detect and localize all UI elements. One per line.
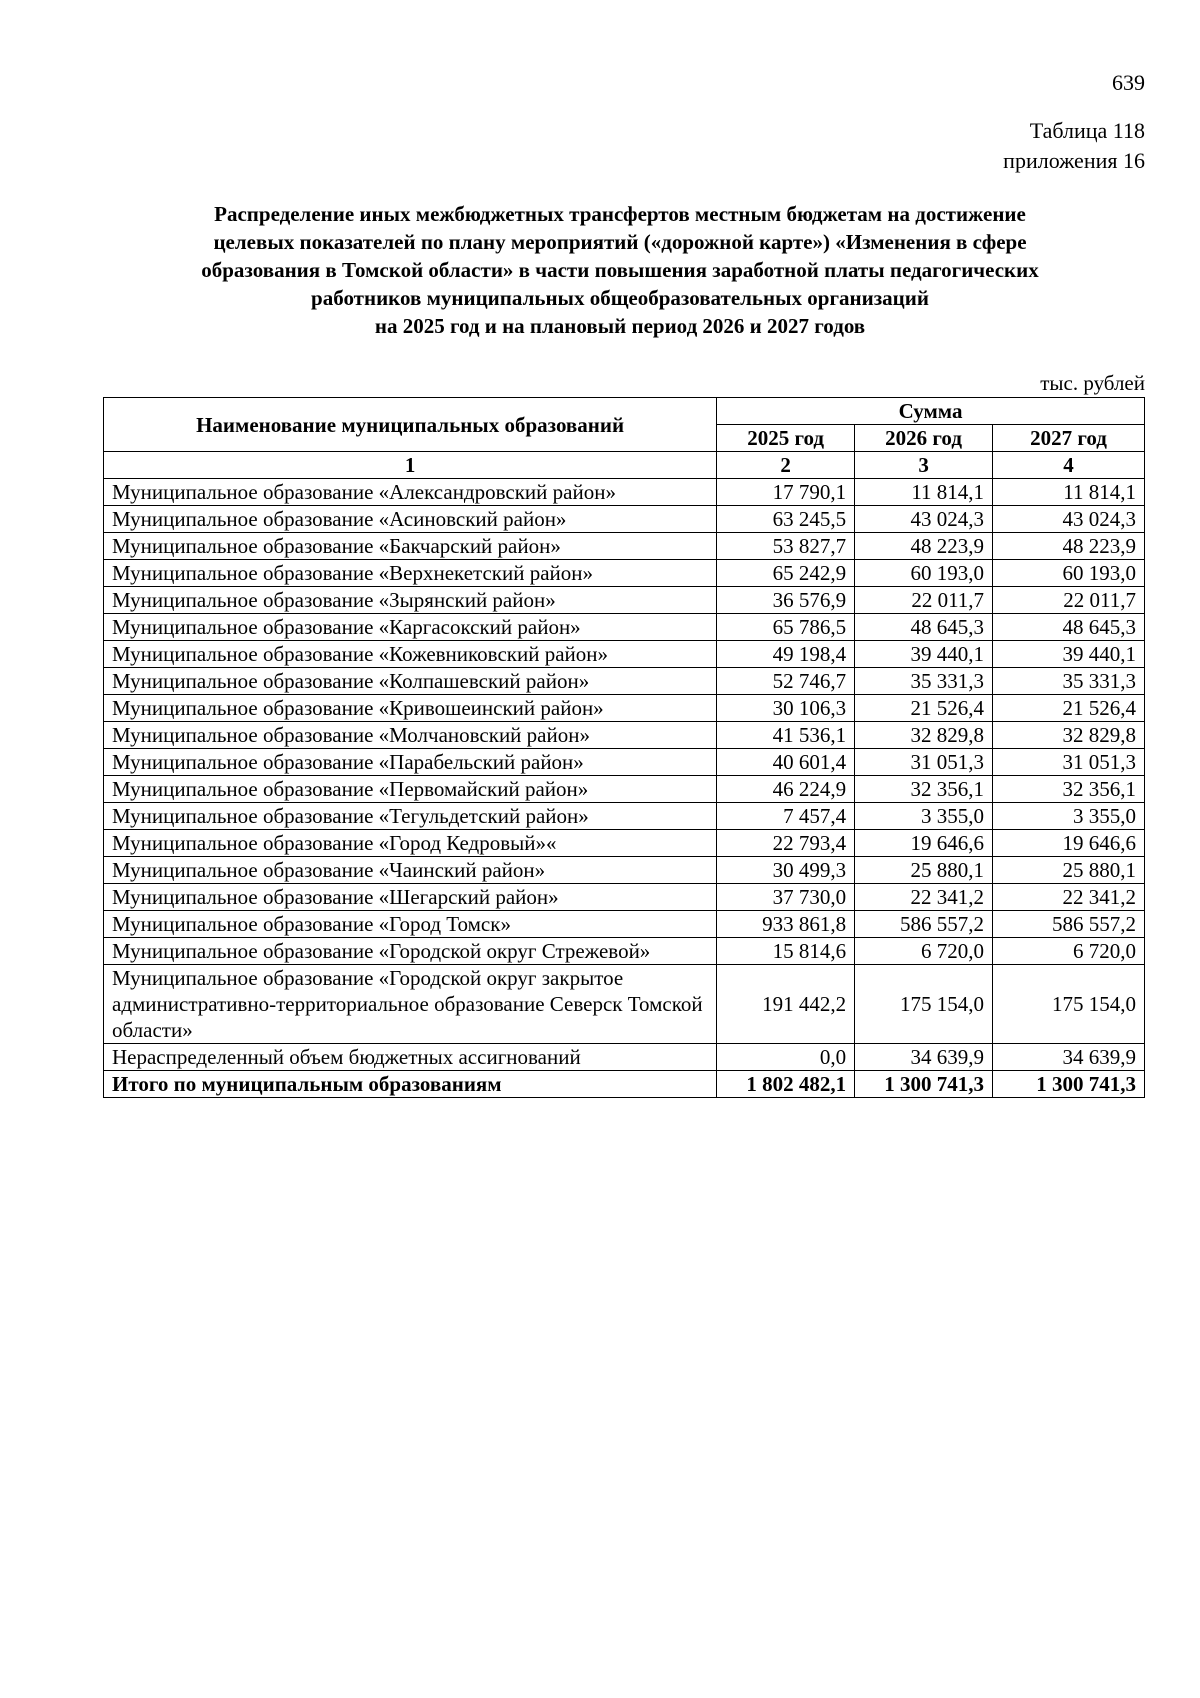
column-number: 1: [104, 452, 717, 479]
municipality-name: Муниципальное образование «Кривошеинский район»: [104, 695, 717, 722]
title-line: на 2025 год и на плановый период 2026 и 2027 годов: [374, 314, 866, 338]
amount-2026: 6 720,0: [855, 938, 993, 965]
amount-2025: 53 827,7: [717, 533, 855, 560]
amount-2027: 32 829,8: [993, 722, 1145, 749]
table-row: [104, 1044, 1145, 1071]
amount-2027: 19 646,6: [993, 830, 1145, 857]
amount-2025: 7 457,4: [717, 803, 855, 830]
page-number: 639: [1112, 70, 1145, 95]
amount-2025: 17 790,1: [717, 479, 855, 506]
amount-2027: 6 720,0: [993, 938, 1145, 965]
amount-2026: 31 051,3: [855, 749, 993, 776]
header-municipality: Наименование муниципальных образований: [104, 398, 717, 452]
municipality-name: Муниципальное образование «Молчановский район»: [104, 722, 717, 749]
amount-2025: 30 106,3: [717, 695, 855, 722]
amount-2025: 933 861,8: [717, 911, 855, 938]
table-row: [104, 803, 1145, 830]
column-number: 4: [993, 452, 1145, 479]
amount-2026: 32 829,8: [855, 722, 993, 749]
amount-2025: 37 730,0: [717, 884, 855, 911]
header-year-2027: 2027 год: [993, 425, 1145, 452]
amount-2026: 43 024,3: [855, 506, 993, 533]
amount-2026: 25 880,1: [855, 857, 993, 884]
amount-2026: 34 639,9: [855, 1044, 993, 1071]
municipality-name: Муниципальное образование «Кожевниковский район»: [104, 641, 717, 668]
amount-2025: 22 793,4: [717, 830, 855, 857]
amount-2026: 586 557,2: [855, 911, 993, 938]
amount-2026: 35 331,3: [855, 668, 993, 695]
amount-2027: 32 356,1: [993, 776, 1145, 803]
table-row: [104, 965, 1145, 1044]
amount-2027: 43 024,3: [993, 506, 1145, 533]
document-title: [110, 200, 1130, 340]
header-year-2026: 2026 год: [855, 425, 993, 452]
table-row: [104, 668, 1145, 695]
table-row: [104, 857, 1145, 884]
amount-2025: 191 442,2: [717, 965, 855, 1044]
title-line: работников муниципальных общеобразовательных организаций: [311, 286, 929, 310]
amount-2026: 19 646,6: [855, 830, 993, 857]
amount-2026: 3 355,0: [855, 803, 993, 830]
amount-2026: 48 645,3: [855, 614, 993, 641]
table-row: [104, 506, 1145, 533]
amount-2027: 3 355,0: [993, 803, 1145, 830]
amount-2027: 11 814,1: [993, 479, 1145, 506]
municipality-name: Нераспределенный объем бюджетных ассигнований: [104, 1044, 717, 1071]
table-row: [104, 911, 1145, 938]
total-2027: 1 300 741,3: [993, 1071, 1145, 1098]
municipality-name: Муниципальное образование «Первомайский район»: [104, 776, 717, 803]
header-sum: Сумма: [717, 398, 1145, 425]
table-ref-line2: приложения 16: [1003, 148, 1145, 173]
municipality-name: Муниципальное образование «Чаинский район»: [104, 857, 717, 884]
amount-2027: 48 223,9: [993, 533, 1145, 560]
amount-2027: 586 557,2: [993, 911, 1145, 938]
amount-2027: 21 526,4: [993, 695, 1145, 722]
amount-2025: 46 224,9: [717, 776, 855, 803]
title-line: целевых показателей по плану мероприятий («дорожной карте») «Изменения в сфере: [213, 230, 1027, 254]
amount-2025: 0,0: [717, 1044, 855, 1071]
title-line: Распределение иных межбюджетных трансфертов местным бюджетам на достижение: [214, 202, 1026, 226]
amount-2027: 39 440,1: [993, 641, 1145, 668]
amount-2026: 175 154,0: [855, 965, 993, 1044]
table-row: [104, 533, 1145, 560]
amount-2026: 32 356,1: [855, 776, 993, 803]
municipality-name: Муниципальное образование «Бакчарский район»: [104, 533, 717, 560]
municipality-name: Муниципальное образование «Зырянский район»: [104, 587, 717, 614]
municipality-name: Муниципальное образование «Асиновский район»: [104, 506, 717, 533]
amount-2025: 40 601,4: [717, 749, 855, 776]
column-number: 3: [855, 452, 993, 479]
municipality-name: Муниципальное образование «Каргасокский район»: [104, 614, 717, 641]
amount-2026: 22 011,7: [855, 587, 993, 614]
municipality-name: Муниципальное образование «Верхнекетский район»: [104, 560, 717, 587]
table-row: [104, 479, 1145, 506]
amount-2026: 21 526,4: [855, 695, 993, 722]
municipality-name: Муниципальное образование «Город Томск»: [104, 911, 717, 938]
amount-2025: 30 499,3: [717, 857, 855, 884]
table-row: [104, 695, 1145, 722]
municipality-name: Муниципальное образование «Парабельский район»: [104, 749, 717, 776]
table-row: [104, 830, 1145, 857]
amount-2027: 25 880,1: [993, 857, 1145, 884]
amount-2025: 63 245,5: [717, 506, 855, 533]
amount-2026: 48 223,9: [855, 533, 993, 560]
amount-2027: 34 639,9: [993, 1044, 1145, 1071]
amount-2027: 22 341,2: [993, 884, 1145, 911]
amount-2026: 39 440,1: [855, 641, 993, 668]
municipality-name: Муниципальное образование «Шегарский район»: [104, 884, 717, 911]
table-row: [104, 560, 1145, 587]
amount-2027: 175 154,0: [993, 965, 1145, 1044]
total-2025: 1 802 482,1: [717, 1071, 855, 1098]
transfers-table: [103, 397, 1145, 1098]
amount-2025: 36 576,9: [717, 587, 855, 614]
amount-2025: 52 746,7: [717, 668, 855, 695]
amount-2027: 22 011,7: [993, 587, 1145, 614]
amount-2026: 22 341,2: [855, 884, 993, 911]
header-year-2025: 2025 год: [717, 425, 855, 452]
column-number: 2: [717, 452, 855, 479]
municipality-name: Муниципальное образование «Город Кедровый»«: [104, 830, 717, 857]
amount-2025: 65 242,9: [717, 560, 855, 587]
units-label: тыс. рублей: [1040, 371, 1145, 395]
amount-2025: 65 786,5: [717, 614, 855, 641]
amount-2025: 41 536,1: [717, 722, 855, 749]
table-row: [104, 614, 1145, 641]
title-line: образования в Томской области» в части повышения заработной платы педагогических: [201, 258, 1039, 282]
table-row: [104, 641, 1145, 668]
total-label: Итого по муниципальным образованиям: [104, 1071, 717, 1098]
amount-2027: 31 051,3: [993, 749, 1145, 776]
amount-2027: 35 331,3: [993, 668, 1145, 695]
table-row: [104, 884, 1145, 911]
municipality-name: Муниципальное образование «Городской округ закрытое административно-территориальное образование Северск Томской области»: [104, 965, 717, 1044]
amount-2025: 49 198,4: [717, 641, 855, 668]
table-ref-line1: Таблица 118: [1029, 118, 1145, 143]
table-row: [104, 587, 1145, 614]
municipality-name: Муниципальное образование «Городской округ Стрежевой»: [104, 938, 717, 965]
municipality-name: Муниципальное образование «Колпашевский район»: [104, 668, 717, 695]
table-reference: [1003, 116, 1145, 176]
amount-2026: 60 193,0: [855, 560, 993, 587]
table-row: [104, 938, 1145, 965]
table-row: [104, 722, 1145, 749]
amount-2027: 60 193,0: [993, 560, 1145, 587]
table-row: [104, 776, 1145, 803]
table-row: [104, 749, 1145, 776]
total-2026: 1 300 741,3: [855, 1071, 993, 1098]
municipality-name: Муниципальное образование «Александровский район»: [104, 479, 717, 506]
amount-2027: 48 645,3: [993, 614, 1145, 641]
amount-2026: 11 814,1: [855, 479, 993, 506]
total-row: [104, 1071, 1145, 1098]
amount-2025: 15 814,6: [717, 938, 855, 965]
municipality-name: Муниципальное образование «Тегульдетский район»: [104, 803, 717, 830]
